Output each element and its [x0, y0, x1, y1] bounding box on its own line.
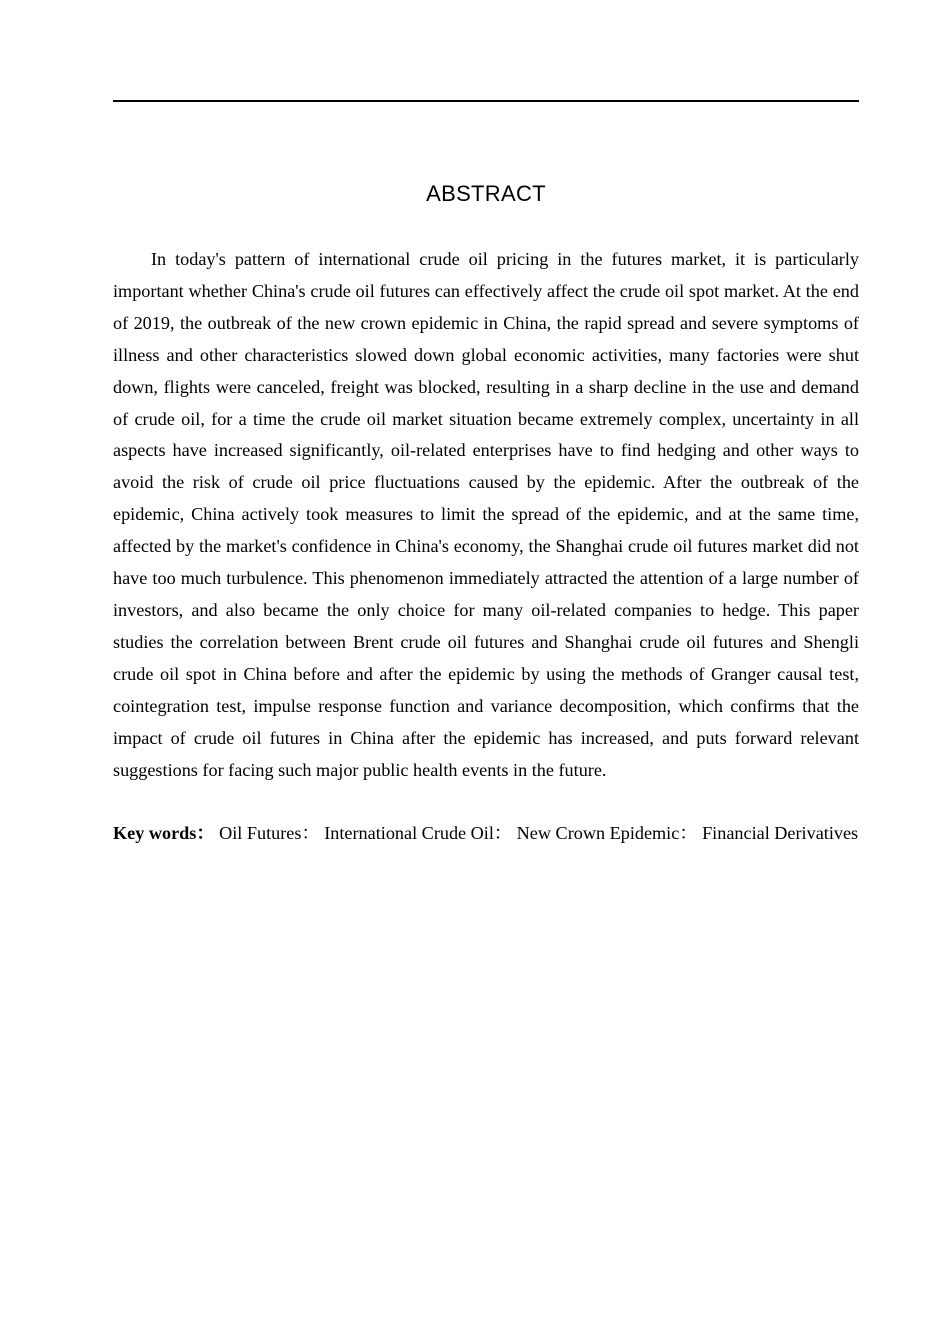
keywords-label-separator: ：: [196, 823, 215, 843]
keyword-separator: ：: [301, 823, 320, 843]
header-rule: [113, 100, 859, 102]
keywords-label: Key words: [113, 823, 197, 843]
abstract-body: In today's pattern of international crude oil pricing in the futures market, it is particularly important whether China's crude oil futures can effectively affect the crude oil spot market. At the end of 2019, the outbreak of the new crown epidemic in China, the rapid spread and severe symptoms of illness and other characteristics slowed down global economic activities, many factories were shut down, flights were canceled, freight was blocked, resulting in a sharp decline in the use and demand of crude oil, for a time the crude oil market situation became extremely complex, uncertainty in all aspects have increased significantly, oil-related enterprises have to find hedging and other ways to avoid the risk of crude oil price fluctuations caused by the epidemic. After the outbreak of the epidemic, China actively took measures to limit the spread of the epidemic, and at the same time, affected by the market's confidence in China's economy, the Shanghai crude oil futures market did not have too much turbulence. This phenomenon immediately attracted the attention of a large number of investors, and also became the only choice for many oil-related companies to hedge. This paper studies the correlation between Brent crude oil futures and Shanghai crude oil futures and Shengli crude oil spot in China before and after the epidemic by using the methods of Granger causal test, cointegration test, impulse response function and variance decomposition, which confirms that the impact of crude oil futures in China after the epidemic has increased, and puts forward relevant suggestions for facing such major public health events in the future.: [113, 249, 859, 780]
keyword-separator: ：: [493, 823, 513, 843]
keywords-line: [113, 818, 859, 850]
abstract-title: ABSTRACT: [426, 181, 546, 206]
keyword-item: International Crude Oil: [324, 823, 494, 843]
keyword-separator: ：: [679, 823, 698, 843]
keyword-item: Oil Futures: [219, 823, 302, 843]
keyword-item: Financial Derivatives: [702, 823, 859, 843]
keyword-item: New Crown Epidemic: [516, 823, 680, 843]
